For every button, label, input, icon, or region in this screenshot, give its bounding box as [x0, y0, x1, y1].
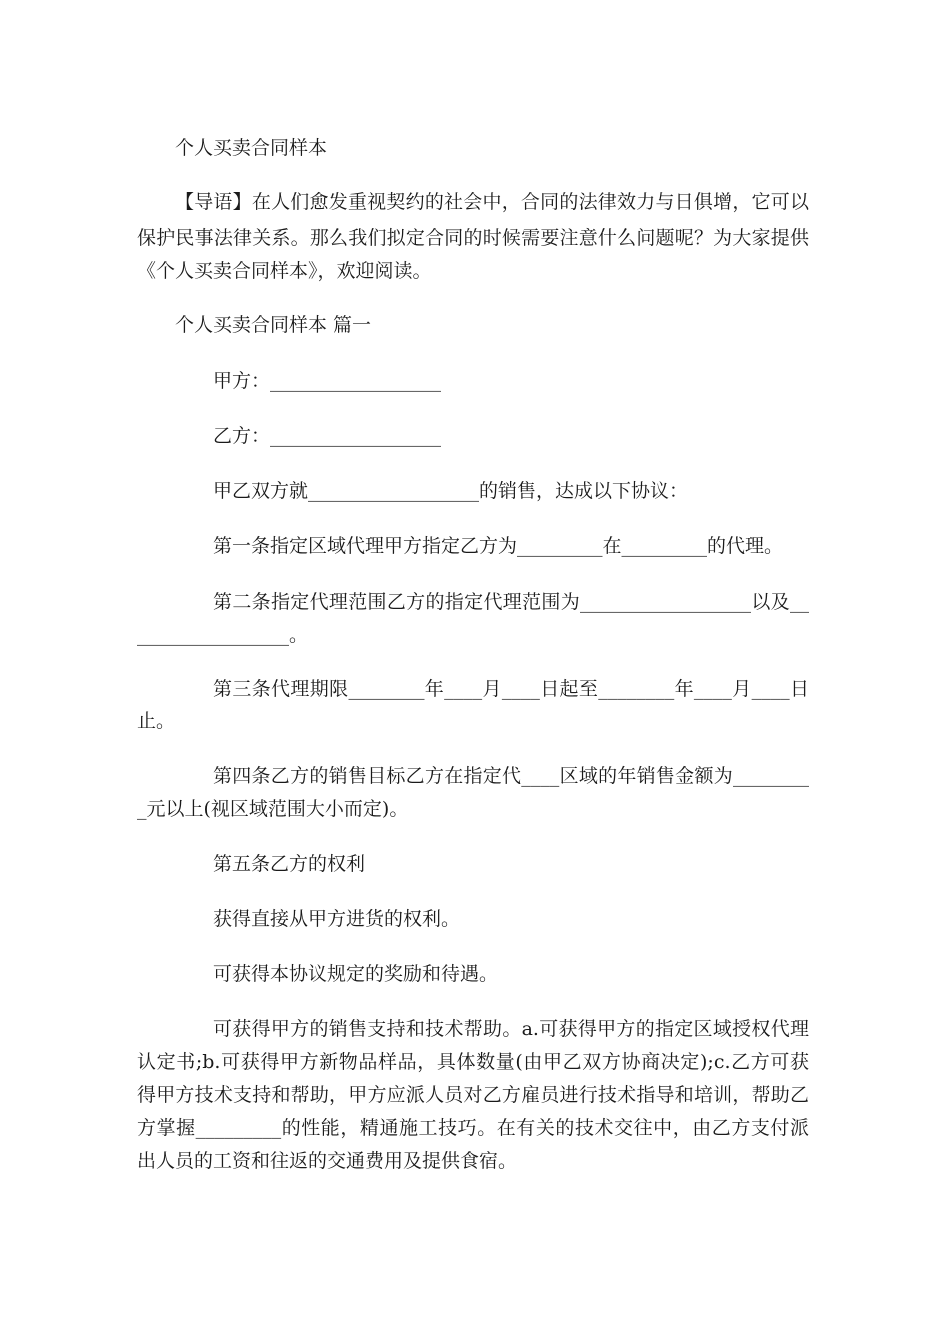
right-1: 获得直接从甲方进货的权利。 [213, 908, 461, 930]
document-title: 个人买卖合同样本 [175, 137, 328, 159]
right-3-line-5: 出人员的工资和往返的交通费用及提供食宿。 [137, 1150, 518, 1172]
right-2: 可获得本协议规定的奖励和待遇。 [213, 963, 499, 985]
right-3-line-2: 认定书;b.可获得甲方新物品样品，具体数量(由甲乙双方协商决定);c.乙方可获 [137, 1051, 809, 1073]
intro-line-1: 【导语】在人们愈发重视契约的社会中，合同的法律效力与日俱增，它可以 [175, 191, 809, 213]
article-2-line-2: ________________。 [137, 624, 309, 646]
article-1: 第一条指定区域代理甲方指定乙方为_________在_________的代理。 [213, 535, 784, 557]
article-2-line-1: 第二条指定代理范围乙方的指定代理范围为__________________以及__ [213, 591, 809, 613]
article-4-line-2: _元以上(视区域范围大小而定)。 [137, 798, 409, 820]
intro-line-2: 保护民事法律关系。那么我们拟定合同的时候需要注意什么问题呢？为大家提供 [137, 227, 809, 249]
party-a-line: 甲方：__________________ [213, 370, 442, 392]
party-b-line: 乙方：__________________ [213, 425, 442, 447]
article-3-line-2: 止。 [137, 710, 176, 732]
article-4-line-1: 第四条乙方的销售目标乙方在指定代____区域的年销售金额为________ [213, 765, 809, 787]
article-5-heading: 第五条乙方的权利 [213, 853, 366, 875]
agreement-line: 甲乙双方就__________________的销售，达成以下协议： [213, 480, 689, 502]
right-3-line-3: 得甲方技术支持和帮助，甲方应派人员对乙方雇员进行技术指导和培训，帮助乙 [137, 1084, 809, 1106]
section-heading: 个人买卖合同样本 篇一 [175, 314, 372, 336]
right-3-line-1: 可获得甲方的销售支持和技术帮助。a.可获得甲方的指定区域授权代理 [213, 1018, 809, 1040]
article-3-line-1: 第三条代理期限________年____月____日起至________年____月____日 [213, 678, 809, 700]
intro-line-3: 《个人买卖合同样本》，欢迎阅读。 [137, 260, 432, 282]
right-3-line-4: 方掌握_________的性能，精通施工技巧。在有关的技术交往中，由乙方支付派 [137, 1117, 809, 1139]
